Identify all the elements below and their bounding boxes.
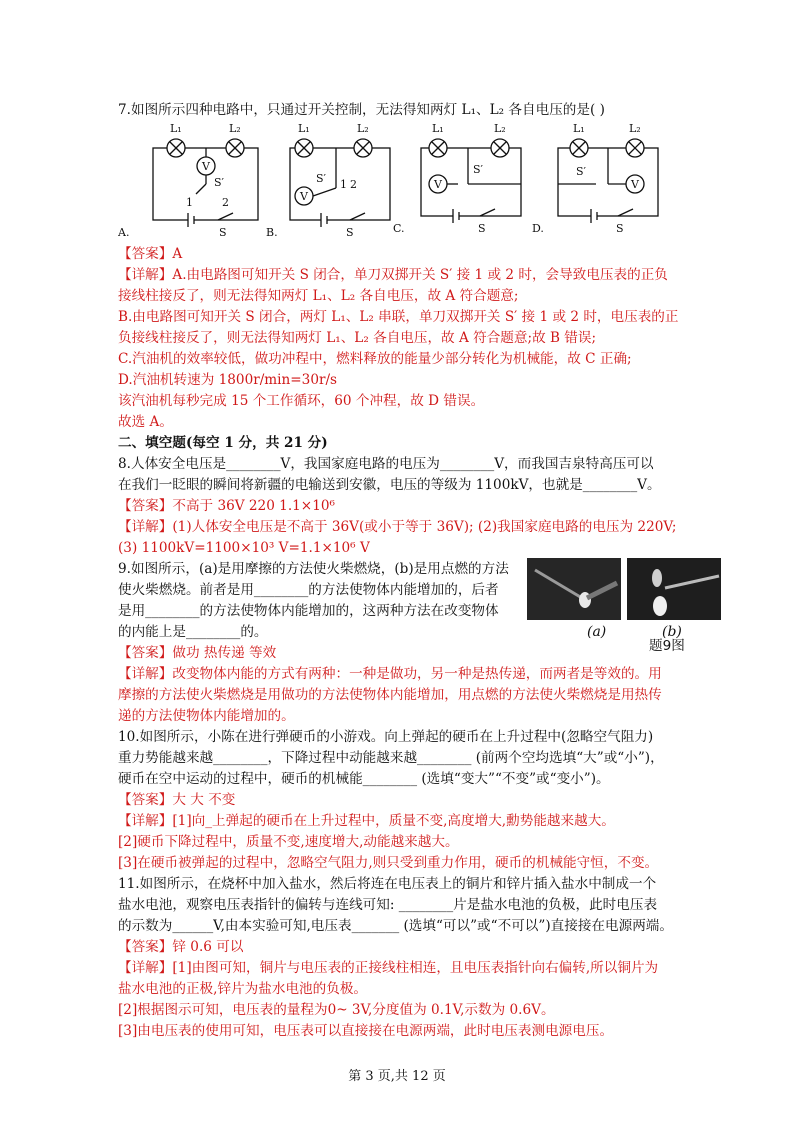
q11-explain-line: [2]根据图示可知，电压表的量程为0~ 3V,分度值为 0.1V,示数为 0.6V。 (118, 1002, 555, 1018)
label-c-L2: L₂ (494, 122, 506, 135)
label-c-S: S (478, 222, 486, 235)
q9-line: 9.如图所示，(a)是用摩擦的方法使火柴燃烧，(b)是用点燃的方法 (118, 561, 509, 577)
label-b-L1: L₁ (298, 122, 310, 135)
q10-line: 重力势能越来越________，下降过程中动能越来越________ (前两个空均选填“大”或“小”)， (118, 750, 664, 766)
label-d-Sp: S′ (576, 165, 587, 178)
q9-line: 是用________的方法使物体内能增加的，这两种方法在改变物体 (118, 603, 499, 619)
q7-explain-line: 接线柱接反了，则无法得知两灯 L₁、L₂ 各自电压，故 A 符合题意; (118, 288, 519, 304)
q8-answer: 【答案】不高于 36V 220 1.1×10⁶ (118, 498, 335, 514)
label-b-Sp: S′ (316, 172, 327, 185)
label-a-S: S (219, 226, 227, 239)
circuit-label-c: C. (393, 222, 405, 235)
label-d-S: S (616, 222, 624, 235)
q8-line: 8.人体安全电压是________V，我国家庭电路的电压为________V，而我国吉泉特高压可以 (118, 456, 654, 472)
label-b-V: V (300, 190, 308, 203)
circuit-a (153, 139, 258, 227)
label-d-V: V (631, 178, 639, 191)
q9-explain-line: 摩擦的方法使火柴燃烧是用做功的方法使物体内能增加，用点燃的方法使火柴燃烧是用热传 (118, 687, 662, 703)
q10-explain-line: 【详解】[1]向_上弹起的硬币在上升过程中，质量不变,高度增大,勳势能越来越大。 (118, 813, 615, 829)
caption-b: (b) (662, 624, 682, 640)
label-a-V: V (202, 160, 210, 173)
q9-line: 的内能上是________的。 (118, 624, 268, 640)
q10-answer: 【答案】大 大 不变 (118, 792, 236, 808)
label-a-2: 2 (222, 196, 229, 209)
q8-explain-line: (3) 1100kV=1100×10³ V=1.1×10⁶ V (118, 540, 370, 556)
q7-explain-line: 故选 A。 (118, 414, 173, 430)
caption-a: (a) (587, 624, 607, 640)
page-footer: 第 3 页,共 12 页 (348, 1069, 446, 1084)
q8-explain-line: 【详解】(1)人体安全电压是不高于 36V(或小于等于 36V); (2)我国家庭电路的电压为 220V; (118, 519, 677, 535)
circuit-label-d: D. (532, 222, 544, 235)
q7-answer: 【答案】A (118, 246, 183, 262)
label-b-L2: L₂ (357, 122, 369, 135)
label-a-L2: L₂ (229, 122, 241, 135)
q7-circuit-diagrams (118, 118, 678, 240)
label-d-L1: L₁ (573, 122, 585, 135)
q9-explain-line: 递的方法使物体内能增加的。 (118, 708, 295, 724)
label-b-1: 1 (340, 178, 347, 191)
q9-figure (527, 558, 717, 654)
q11-line: 11.如图所示，在烧杯中加入盐水，然后将连在电压表上的铜片和锌片插入盐水中制成一个 (118, 876, 657, 892)
q7-explain-line: B.由电路图可知开关 S 闭合，两灯 L₁、L₂ 串联，单刀双掷开关 S′ 接 1 或 2 时，电压表的正 (118, 309, 679, 325)
q11-line: 盐水电池，观察电压表指针的偏转与连线可知: ________片是盐水电池的负极，此时电压表 (118, 897, 658, 913)
q11-explain-line: [3]由电压表的使用可知，电压表可以直接接在电源两端，此时电压表测电源电压。 (118, 1023, 614, 1039)
q9-answer: 【答案】做功 热传递 等效 (118, 645, 277, 661)
label-b-2: 2 (350, 178, 357, 191)
label-c-Sp: S′ (473, 163, 484, 176)
match-photo-a (527, 558, 621, 620)
label-b-S: S (346, 226, 354, 239)
q7-explain-line: C.汽油机的效率较低，做功冲程中，燃料释放的能量少部分转化为机械能，故 C 正确; (118, 351, 632, 367)
q10-explain-line: [3]在硬币被弹起的过程中，忽略空气阻力,则只受到重力作用，硬币的机械能守恒，不变。 (118, 855, 659, 871)
q7-stem: 7.如图所示四种电路中，只通过开关控制，无法得知两灯 L₁、L₂ 各自电压的是( ) (118, 102, 605, 118)
q11-explain-line: 盐水电池的正极,锌片为盐水电池的负极。 (118, 981, 368, 997)
label-a-1: 1 (186, 196, 193, 209)
section-heading: 二、填空题(每空 1 分，共 21 分) (118, 435, 328, 451)
q9-explain-line: 【详解】改变物体内能的方式有两种：一种是做功，另一种是热传递，而两者是等效的。用 (118, 666, 662, 682)
q11-answer: 【答案】锌 0.6 可以 (118, 939, 244, 955)
label-a-L1: L₁ (170, 122, 182, 135)
q11-explain-line: 【详解】[1]由图可知，铜片与电压表的正接线柱相连，且电压表指针向右偏转,所以铜片为 (118, 960, 659, 976)
label-a-Sp: S′ (214, 176, 225, 189)
q7-explain-line: 负接线柱接反了，则无法得知两灯 L₁、L₂ 各自电压，故 A 符合题意;故 B 错误; (118, 330, 597, 346)
q10-line: 硬币在空中运动的过程中，硬币的机械能________ (选填“变大”“不变”或“变小”)。 (118, 771, 610, 787)
q9-line: 使火柴燃烧。前者是用________的方法使物体内能增加的，后者 (118, 582, 499, 598)
circuit-label-b: B. (266, 226, 278, 239)
q8-line: 在我们一眨眼的瞬间将新疆的电输送到安徽，电压的等级为 1100kV，也就是________V。 (118, 477, 661, 493)
q7-explain-line: D.汽油机转速为 1800r/min=30r/s (118, 372, 338, 388)
match-photo-b (627, 558, 721, 620)
circuit-d (558, 139, 658, 223)
q10-line: 10.如图所示，小陈在进行弹硬币的小游戏。向上弹起的硬币在上升过程中(忽略空气阻力) (118, 729, 654, 745)
q7-explain-line: 该汽油机每秒完成 15 个工作循环，60 个冲程，故 D 错误。 (118, 393, 485, 409)
label-d-L2: L₂ (629, 122, 641, 135)
figure-title: 题9图 (649, 638, 685, 654)
q10-explain-line: [2]硬币下降过程中，质量不变,速度增大,动能越来越大。 (118, 834, 459, 850)
q11-line: 的示数为______V,由本实验可知,电压表_______ (选填“可以”或“不可以”)直接接在电源两端。 (118, 918, 673, 934)
circuit-label-a: A. (118, 226, 130, 239)
q7-explain-line: 【详解】A.由电路图可知开关 S 闭合，单刀双掷开关 S′ 接 1 或 2 时，会导致电压表的正负 (118, 267, 668, 283)
label-c-V: V (434, 178, 442, 191)
label-c-L1: L₁ (432, 122, 444, 135)
